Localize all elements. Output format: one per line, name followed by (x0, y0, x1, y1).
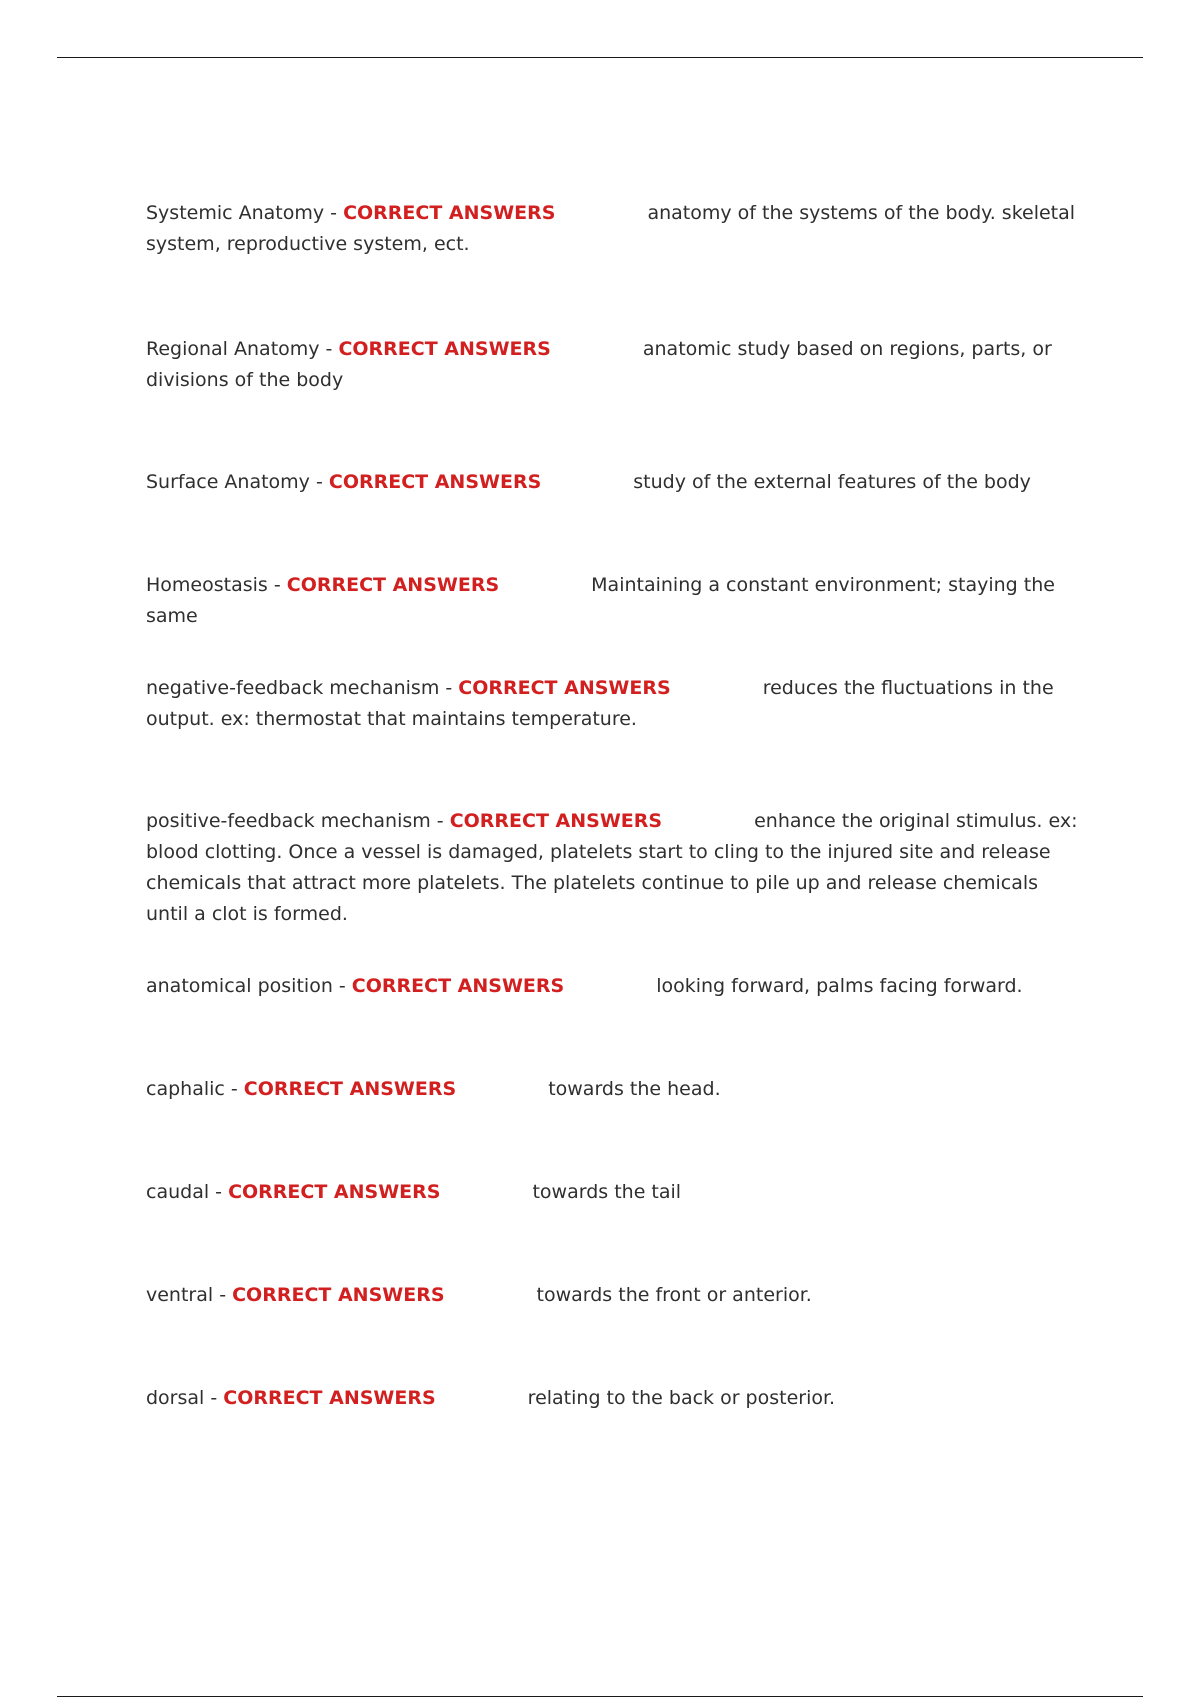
qa-term: positive-feedback mechanism (146, 810, 431, 832)
qa-term: caudal (146, 1181, 210, 1203)
qa-item (146, 806, 1086, 930)
qa-answer: Maintaining a constant environment; staying the same (146, 574, 1055, 627)
qa-separator: - (213, 1284, 233, 1306)
qa-separator: - (224, 1078, 244, 1100)
qa-answer: enhance the original stimulus. ex: blood clotting. Once a vessel is damaged, platelets start to cling to the injured site and release chemicals that attract more platelets. The platelets continue to pile up and release chemicals until a clot is formed. (146, 810, 1078, 925)
qa-answer: anatomy of the systems of the body. skeletal system, reproductive system, ect. (146, 202, 1076, 255)
correct-answers-label: CORRECT ANSWERS (232, 1284, 445, 1306)
qa-term: Homeostasis (146, 574, 268, 596)
qa-item (146, 971, 1086, 1002)
qa-separator: - (267, 574, 287, 596)
qa-term: anatomical position (146, 975, 333, 997)
qa-item (146, 334, 1086, 396)
qa-term: ventral (146, 1284, 214, 1306)
qa-answer: towards the head. (548, 1078, 721, 1100)
qa-answer: study of the external features of the body (633, 471, 1031, 493)
qa-answer: anatomic study based on regions, parts, or divisions of the body (146, 338, 1052, 391)
qa-term: Surface Anatomy (146, 471, 310, 493)
qa-item (146, 1280, 1086, 1311)
correct-answers-label: CORRECT ANSWERS (449, 810, 663, 832)
correct-answers-label: CORRECT ANSWERS (328, 471, 542, 493)
qa-separator: - (204, 1387, 224, 1409)
qa-answer: relating to the back or posterior. (527, 1387, 836, 1409)
qa-item (146, 570, 1086, 632)
qa-item (146, 467, 1086, 498)
qa-item (146, 673, 1086, 735)
qa-separator: - (319, 338, 339, 360)
qa-term: caphalic (146, 1078, 225, 1100)
correct-answers-label: CORRECT ANSWERS (223, 1387, 436, 1409)
qa-term: negative-feedback mechanism (146, 677, 440, 699)
qa-answer: looking forward, palms facing forward. (656, 975, 1023, 997)
bottom-rule (57, 1696, 1143, 1697)
qa-term: dorsal (146, 1387, 205, 1409)
correct-answers-label: CORRECT ANSWERS (338, 338, 551, 360)
qa-term: Systemic Anatomy (146, 202, 325, 224)
qa-separator: - (209, 1181, 229, 1203)
qa-separator: - (332, 975, 352, 997)
qa-answer: reduces the fluctuations in the output. ex: thermostat that maintains temperature. (146, 677, 1054, 730)
top-rule (57, 57, 1143, 58)
qa-item (146, 1074, 1086, 1105)
qa-separator: - (309, 471, 329, 493)
qa-answer: towards the front or anterior. (536, 1284, 812, 1306)
qa-separator: - (324, 202, 344, 224)
correct-answers-label: CORRECT ANSWERS (228, 1181, 441, 1203)
qa-answer: towards the tail (532, 1181, 682, 1203)
qa-item (146, 198, 1086, 260)
qa-separator: - (430, 810, 450, 832)
qa-item (146, 1177, 1086, 1208)
correct-answers-label: CORRECT ANSWERS (243, 1078, 457, 1100)
qa-separator: - (439, 677, 459, 699)
qa-term: Regional Anatomy (146, 338, 320, 360)
qa-item (146, 1383, 1086, 1414)
correct-answers-label: CORRECT ANSWERS (286, 574, 500, 596)
correct-answers-label: CORRECT ANSWERS (458, 677, 671, 699)
correct-answers-label: CORRECT ANSWERS (351, 975, 565, 997)
correct-answers-label: CORRECT ANSWERS (343, 202, 556, 224)
